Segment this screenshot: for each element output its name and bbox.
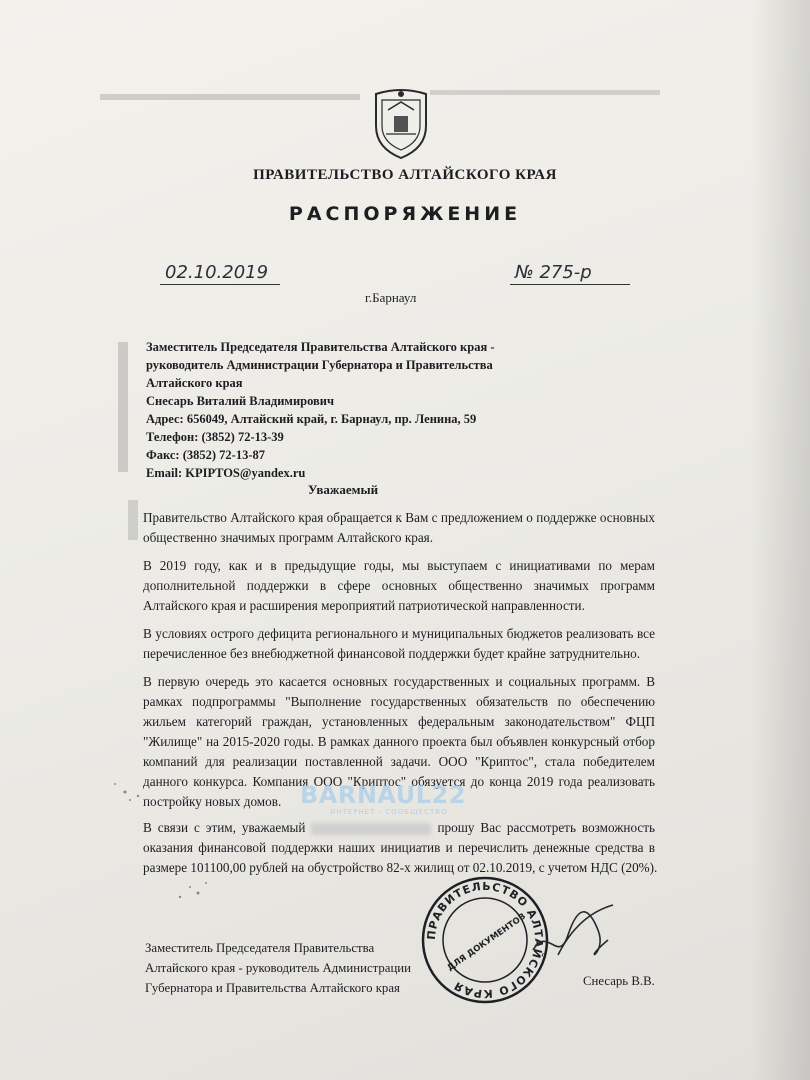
- paragraph-2: [143, 556, 655, 616]
- addressee-block: [146, 338, 586, 482]
- addressee-line: руководитель Администрации Губернатора и Правительства: [146, 358, 493, 372]
- paragraph-line: постройку новых домов.: [143, 794, 282, 809]
- watermark-brand: BARNAUL22: [300, 781, 466, 809]
- addressee-line: Адрес: 656049, Алтайский край, г. Барнаул, пр. Ленина, 59: [146, 412, 477, 426]
- stamp-ring-text: ПРАВИТЕЛЬСТВО АЛТАЙСКОГО КРАЯ: [424, 879, 546, 1001]
- signatory-line: Заместитель Председателя Правительства: [145, 941, 375, 955]
- signatory-line: Алтайского края - руководитель Администрации: [145, 961, 411, 975]
- watermark-tagline: ИНТЕРНЕТ - СООБЩЕСТВО: [330, 808, 448, 816]
- paragraph-line: Алтайского края и расширения мероприятий патриотической направленности.: [143, 598, 585, 613]
- paragraph-line: В условиях острого дефицита регионального и муниципальных бюджетов реализовать все: [143, 626, 655, 641]
- city-label: г.Барнаул: [365, 290, 417, 305]
- stamp-center-text: ДЛЯ ДОКУМЕНТОВ: [445, 911, 528, 974]
- addressee-line: Снесарь Виталий Владимирович: [146, 394, 335, 408]
- document-type: РАСПОРЯЖЕНИЕ: [288, 203, 522, 225]
- paragraph-line: данного конкурса. Компания ООО "Криптос" обязуется до конца 2019 года реализовать: [143, 774, 655, 789]
- signatory-line: Губернатора и Правительства Алтайского края: [145, 981, 400, 995]
- barnaul22-watermark: [292, 781, 477, 819]
- paragraph-line: дополнительной поддержки в сфере основных общественно значимых программ: [143, 578, 655, 593]
- date-underline: [160, 284, 280, 285]
- paragraph-3: [143, 624, 655, 664]
- addressee-line: Телефон: (3852) 72-13-39: [146, 430, 284, 444]
- paragraph-intro: В связи с этим, уважаемый: [143, 820, 306, 835]
- greeting-text: Уважаемый: [307, 482, 379, 497]
- organization-name: ПРАВИТЕЛЬСТВО АЛТАЙСКОГО КРАЯ: [253, 167, 557, 183]
- signatory-position: [145, 938, 411, 998]
- paragraph-line: размере 101100,00 рублей на обустройство 82-х жилищ от 02.10.2019, с учетом НДС (20%).: [143, 860, 658, 875]
- paragraph-5: [143, 818, 658, 878]
- paragraph-line: "Жилище" на 2015-2020 годы. В рамках данного проекта был объявлен конкурсный отбор: [143, 734, 655, 749]
- signatory-name: Снесарь В.В.: [583, 974, 655, 988]
- paragraph-line: В 2019 году, как и в предыдущие годы, мы выступаем с инициативами по мерам: [143, 558, 655, 573]
- addressee-line: Факс: (3852) 72-13-87: [146, 448, 265, 462]
- paragraph-line: Правительство Алтайского края обращается к Вам с предложением о поддержке основных: [143, 510, 655, 525]
- paragraph-line: оказания финансовой поддержки наших инициатив и перечислить денежные средства в: [143, 840, 655, 855]
- paragraph-line: перечисленное без внебюджетной финансовой поддержки будет крайне затруднительно.: [143, 646, 641, 661]
- paragraph-line: жильем категорий граждан, установленных федеральным законодательством" ФЦП: [143, 714, 655, 729]
- redacted-name: [311, 823, 431, 835]
- paragraph-line: [143, 818, 655, 838]
- handwritten-signature: [528, 895, 618, 975]
- paragraph-line: В первую очередь это касается основных государственных и социальных программ. В: [143, 674, 655, 689]
- greeting: [0, 482, 810, 498]
- addressee-line: Алтайского края: [146, 376, 243, 390]
- paragraph-1: [143, 508, 655, 548]
- handwritten-date: 02.10.2019: [165, 262, 269, 283]
- handwritten-number: № 275-р: [515, 262, 592, 283]
- addressee-line: Email: KPIPTOS@yandex.ru: [146, 466, 306, 480]
- paragraph-intro-tail: прошу Вас рассмотреть возможность: [437, 820, 656, 835]
- paragraph-line: общественно значимых программ Алтайского края.: [143, 530, 434, 545]
- number-underline: [510, 284, 630, 285]
- coat-of-arms-emblem: [368, 86, 434, 162]
- paragraph-line: компаний для реализации поставленной задачи. ООО "Криптос", стала победителем: [143, 754, 655, 769]
- paragraph-line: рамках подпрограммы "Выполнение государственных обязательств по обеспечению: [143, 694, 655, 709]
- addressee-line: Заместитель Председателя Правительства Алтайского края -: [146, 340, 495, 354]
